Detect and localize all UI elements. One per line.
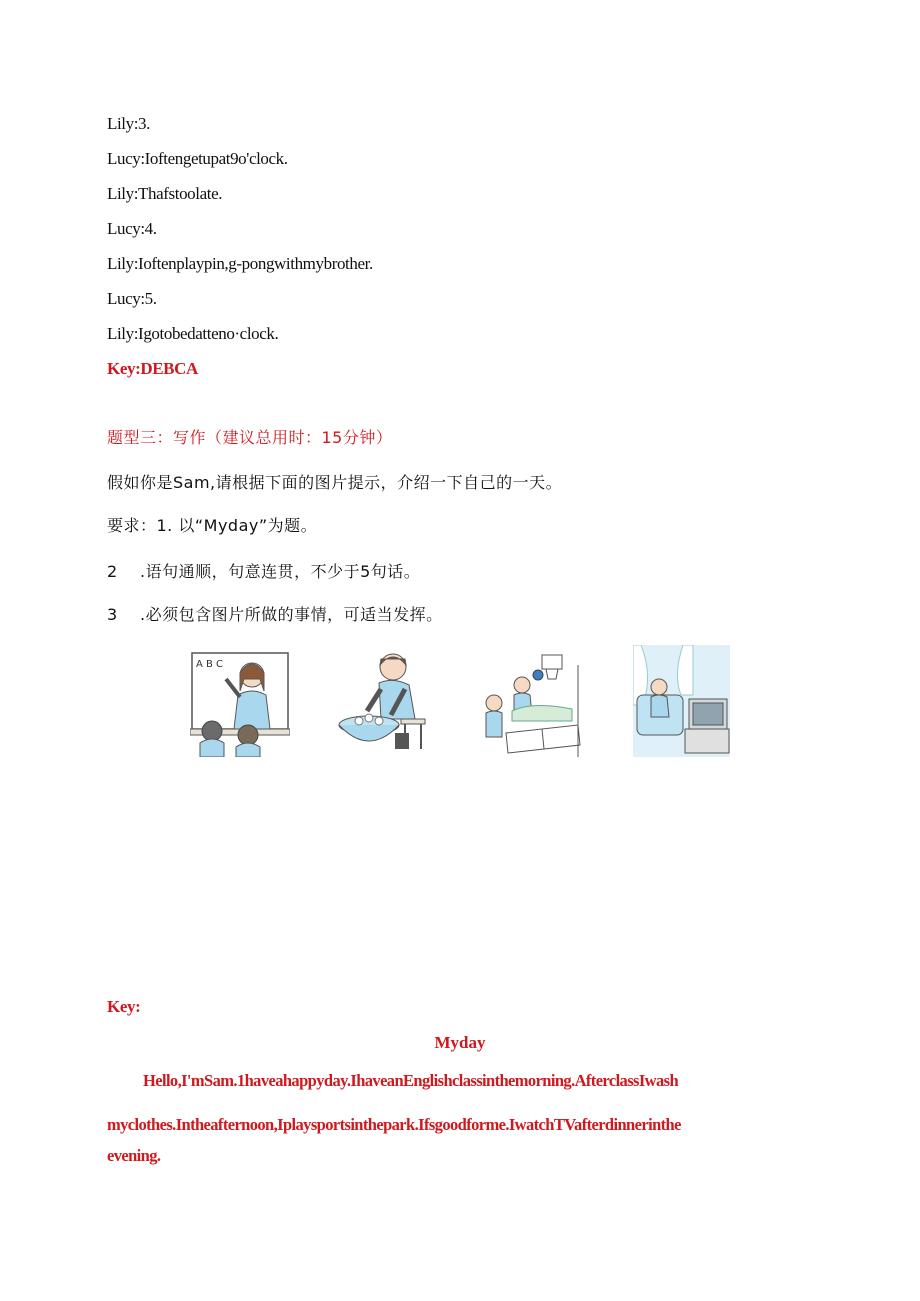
- dialogue-line: Lily:Igotobedatteno·clock.: [107, 324, 279, 343]
- section-heading: 题型三：写作（建议总用时：15分钟）: [107, 428, 393, 447]
- requirement-1: 要求：1. 以“Myday”为题。: [107, 516, 318, 535]
- washing-clothes-picture: [335, 645, 435, 757]
- watching-tv-picture: [633, 645, 730, 757]
- sports-picture: [482, 645, 582, 757]
- answer-line-2: myclothes.Intheafternoon,Iplaysportsinthepark.Ifsgoodforme.IwatchTVafterdinnerinthe: [107, 1115, 681, 1134]
- answer-line-1: Hello,I'mSam.1haveahappyday.IhaveanEnglishclassinthemorning.AfterclassIwash: [143, 1071, 679, 1090]
- dialogue-line: Lily:Thafstoolate.: [107, 184, 223, 203]
- dialogue-line: Lily:Ioftenplaypin,g-pongwithmybrother.: [107, 254, 373, 273]
- dialogue-line: Lucy:4.: [107, 219, 157, 238]
- answer-key-1: Key:DEBCA: [107, 359, 198, 378]
- writing-prompt: 假如你是Sam,请根据下面的图片提示，介绍一下自己的一天。: [107, 473, 563, 492]
- requirement-3: 3 .必须包含图片所做的事情，可适当发挥。: [107, 605, 443, 624]
- requirement-2: 2 .语句通顺，句意连贯，不少于5句话。: [107, 562, 421, 581]
- answer-key-2: Key:: [107, 997, 141, 1016]
- dialogue-line: Lily:3.: [107, 114, 151, 133]
- board-text: A B C: [196, 659, 224, 670]
- english-class-picture: [190, 645, 290, 757]
- picture-prompts: [190, 645, 730, 757]
- dialogue-line: Lucy:5.: [107, 289, 157, 308]
- dialogue-line: Lucy:Ioftengetupat9o'clock.: [107, 149, 288, 168]
- answer-title: Myday: [434, 1033, 486, 1052]
- answer-line-3: evening.: [107, 1146, 161, 1165]
